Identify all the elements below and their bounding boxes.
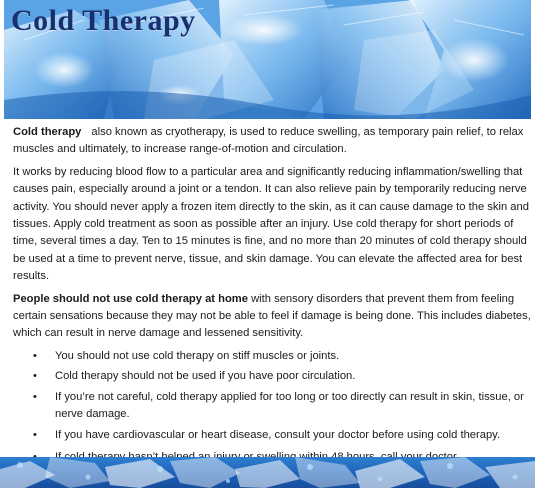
page-title: Cold Therapy (11, 4, 196, 37)
list-item-text: You should not use cold therapy on stiff muscles or joints. (55, 349, 340, 362)
warning-paragraph (13, 291, 531, 343)
intro-text: also known as cryotherapy, is used to reduce swelling, as temporary pain relief, to relax muscles and ultimately, to increase range-of-motion and circulation. (13, 126, 524, 156)
crushed-ice-image (0, 457, 535, 488)
bullet-icon: • (33, 349, 37, 362)
tips-list (13, 348, 531, 466)
list-item-text: If you’re not careful, cold therapy applied for too long or too directly can result in skin, tissue, or nerve damage. (55, 390, 524, 421)
list-item (13, 348, 531, 365)
list-item-text: Cold therapy should not be used if you have poor circulation. (55, 370, 356, 383)
intro-paragraph (13, 124, 531, 159)
list-item (13, 368, 531, 385)
footer-ice-image (0, 457, 535, 488)
list-item-text: If you have cardiovascular or heart disease, consult your doctor before using cold therapy. (55, 428, 501, 441)
how-it-works-paragraph: It works by reducing blood flow to a particular area and significantly reducing inflammation/swelling that causes pain, especially around a joint or a tendon. It can also relieve pain by temporarily reducing nerve activity. You should never apply a frozen item directly to the skin, as it can cause damage to the skin and tissues. Apply cold treatment as soon as possible after an injury. Use cold therapy for short periods of time, several times a day. Ten to 15 minutes is fine, and no more than 20 minutes of cold therapy should be used at a time to prevent nerve, tissue, and skin damage. You can elevate the affected area for best results. (13, 165, 529, 283)
document-body (13, 124, 531, 469)
list-item (13, 389, 531, 424)
warning-bold-text: People should not use cold therapy at home (13, 292, 248, 305)
intro-term: Cold therapy (13, 126, 82, 138)
bullet-icon: • (33, 370, 37, 383)
bullet-icon: • (33, 428, 37, 441)
warning-text: with sensory disorders that prevent them from feeling certain sensations because they may not be able to feel if damage is being done. This includes diabetes, which can result in nerve damage and lessened sensitivity. (13, 292, 531, 340)
list-item (13, 427, 531, 444)
bullet-icon: • (33, 390, 37, 403)
header-banner (4, 0, 531, 119)
